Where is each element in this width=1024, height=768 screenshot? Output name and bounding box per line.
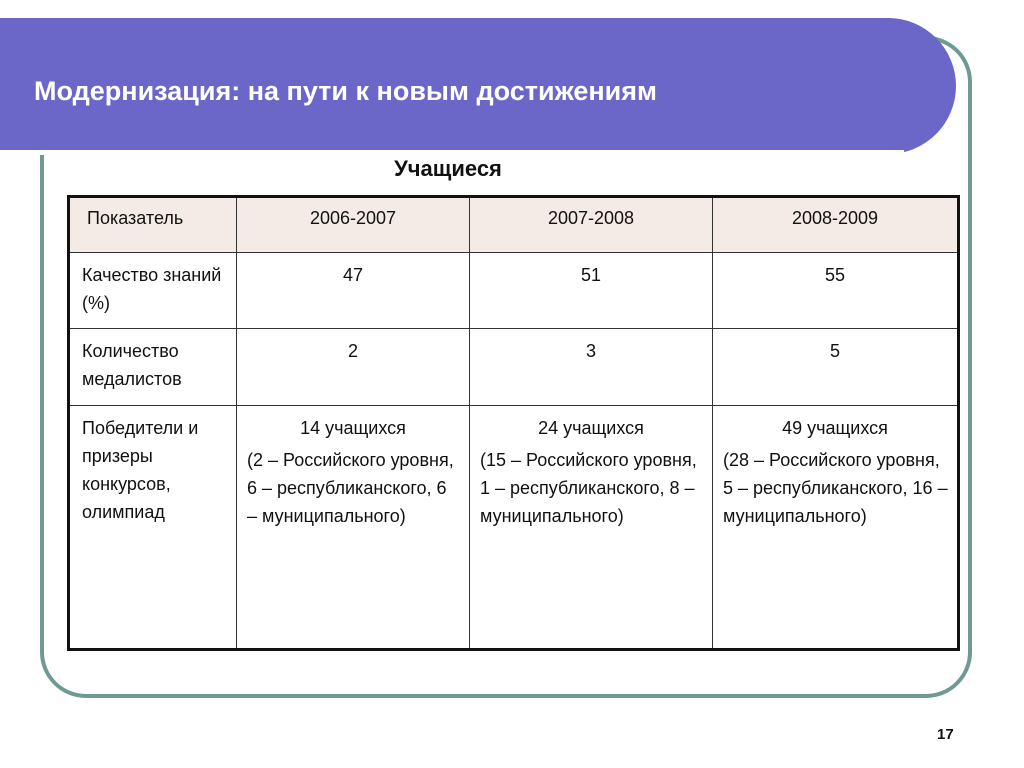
winners-detail: 1 – республиканского, 8 – муниципального) — [480, 478, 695, 526]
cell-value: 51 — [470, 253, 713, 329]
winners-detail: (2 – Российского уровня, — [247, 450, 454, 470]
row-label-winners: Победители и призеры конкурсов, олимпиад — [69, 406, 237, 650]
winners-detail: (15 – Российского уровня, — [480, 450, 697, 470]
cell-value: 55 — [713, 253, 959, 329]
title-band — [0, 18, 956, 154]
table-caption: Учащиеся — [394, 156, 502, 181]
cell-winners-2006-2007 — [237, 406, 470, 650]
cell-value: 2 — [237, 329, 470, 406]
cell-winners-2008-2009 — [713, 406, 959, 650]
table-row — [69, 329, 959, 406]
students-table — [67, 195, 960, 651]
winners-count: 24 учащихся — [538, 418, 644, 438]
header-indicator: Показатель — [69, 197, 237, 253]
table-header-row — [69, 197, 959, 253]
cell-value: 5 — [713, 329, 959, 406]
winners-count: 14 учащихся — [300, 418, 406, 438]
header-year-2006-2007: 2006-2007 — [237, 197, 470, 253]
cell-value: 3 — [470, 329, 713, 406]
header-year-2008-2009: 2008-2009 — [713, 197, 959, 253]
winners-count: 49 учащихся — [782, 418, 888, 438]
winners-detail: 5 – республиканского, 16 – муниципального) — [723, 478, 948, 526]
table-row — [69, 253, 959, 329]
row-label-medalists: Количество медалистов — [69, 329, 237, 406]
header-year-2007-2008: 2007-2008 — [470, 197, 713, 253]
winners-detail: 6 – республиканского, 6 – муниципального) — [247, 478, 447, 526]
winners-detail: (28 – Российского уровня, — [723, 450, 940, 470]
cell-winners-2007-2008 — [470, 406, 713, 650]
row-label-knowledge-quality: Качество знаний (%) — [69, 253, 237, 329]
title-underline — [0, 150, 904, 155]
cell-value: 47 — [237, 253, 470, 329]
page-number: 17 — [937, 726, 954, 743]
slide-title: Модернизация: на пути к новым достижениям — [34, 76, 658, 106]
table-row — [69, 406, 959, 650]
